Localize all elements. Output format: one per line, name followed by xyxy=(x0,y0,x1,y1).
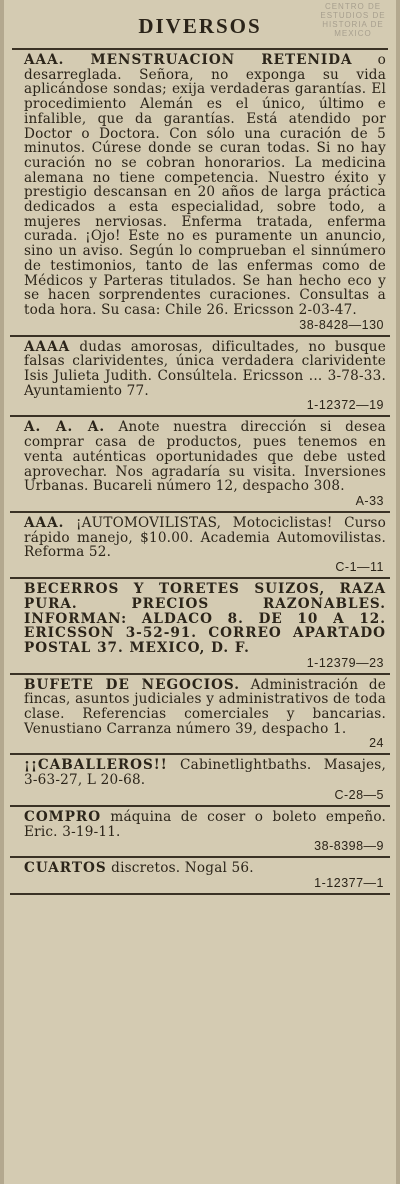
classified-ad-becerros xyxy=(10,579,390,675)
ad-reference: C-28—5 xyxy=(334,787,384,802)
ad-body: dudas amorosas, dificultades, no busque falsas clarividentes, única verdadera clarividente Isis Julieta Judith. Consúltela. Ericsson ... 3-78-33. Ayuntamiento 77. xyxy=(24,338,386,399)
ad-heading: COMPRO xyxy=(24,808,102,825)
classified-ad-inversiones xyxy=(10,417,390,513)
ad-heading: BECERROS Y TORETES SUIZOS, RAZA PURA. PRECIOS RAZONABLES. INFORMAN: ALDACO 8. DE 10 A 12. ERICSSON 3-52-91. CORREO APARTADO POSTAL 37. MEXICO, D. F. xyxy=(24,581,386,656)
ad-body: Administración de fincas, asuntos judiciales y administrativos de toda clase. Referencias comerciales y bancarias. Venustiano Carranza número 39, despacho 1. xyxy=(24,676,386,737)
ad-reference: 1-12372—19 xyxy=(306,398,384,413)
classified-ad-menstruacion xyxy=(10,50,390,337)
classified-ad-cuartos xyxy=(10,858,390,895)
ad-heading: AAAA xyxy=(24,338,71,355)
ad-body: Cabinetlightbaths. Masajes, 3-63-27, L 20-68. xyxy=(24,757,386,789)
ad-reference: 1-12379—23 xyxy=(306,655,384,670)
ad-reference: 38-8428—130 xyxy=(299,317,384,332)
newspaper-column xyxy=(4,0,396,1184)
ad-reference: 38-8398—9 xyxy=(314,839,384,854)
classified-ad-compro xyxy=(10,807,390,858)
classified-ad-automovilistas xyxy=(10,513,390,579)
ad-body: o desarreglada. Señora, no exponga su vida aplicándose sondas; exija verdaderas garantías. El procedimiento Alemán es el único, último e infalible, que da garantías. Está atendido por Doctor o Doctora. Con sólo una curación de 5 minutos. Cúrese donde se curan todas. Si no hay curación no se cobran honorarios. La medicina alemana no tiene competencia. Nuestro éxito y prestigio descansan en 20 años de larga práctica dedicados a esta especialidad, sobre todo, a mujeres nerviosas. Enferma tratada, enferma curada. ¡Ojo! Este no es puramente un anuncio, sino un aviso. Según lo comprueban el sinnúmero de testimonios, tanto de las enfermas como de Médicos y Parteras titulados. Se han hecho eco y se hacen sorprendentes curaciones. Consultas a toda hora. Su casa: Chile 26. Ericsson 2-03-47. xyxy=(24,52,386,318)
classified-ad-bufete xyxy=(10,675,390,756)
ad-body: discretos. Nogal 56. xyxy=(106,860,254,877)
section-title: DIVERSOS xyxy=(12,0,388,50)
ad-heading: AAA. MENSTRUACION RETENIDA xyxy=(24,52,353,68)
ad-heading: ¡¡CABALLEROS!! xyxy=(24,757,168,774)
ad-heading: AAA. xyxy=(24,514,65,531)
ad-heading: CUARTOS xyxy=(24,860,107,877)
ad-heading: BUFETE DE NEGOCIOS. xyxy=(24,676,240,693)
archive-stamp: CENTRO DE ESTUDIOS DE HISTORIA DE MEXICO xyxy=(320,2,386,38)
ad-heading: A. A. A. xyxy=(24,419,106,436)
ad-body: ¡AUTOMOVILISTAS, Motociclistas! Curso rápido manejo, $10.00. Academia Automovilistas. Reforma 52. xyxy=(24,514,386,561)
ad-reference: 1-12377—1 xyxy=(314,875,384,890)
classified-ad-clarividente xyxy=(10,337,390,418)
ad-reference: A-33 xyxy=(355,493,384,508)
ad-body: Anote nuestra dirección si desea comprar casa de productos, pues tenemos en venta auténticas oportunidades que debe usted aprovechar. Nos agradaría su visita. Inversiones Urbanas. Bucareli número 12, despacho 308. xyxy=(24,419,386,495)
ad-body: máquina de coser o boleto empeño. Eric. 3-19-11. xyxy=(24,808,386,840)
classified-ad-caballeros xyxy=(10,755,390,806)
ad-reference: 24 xyxy=(369,736,384,751)
ad-reference: C-1—11 xyxy=(335,560,384,575)
